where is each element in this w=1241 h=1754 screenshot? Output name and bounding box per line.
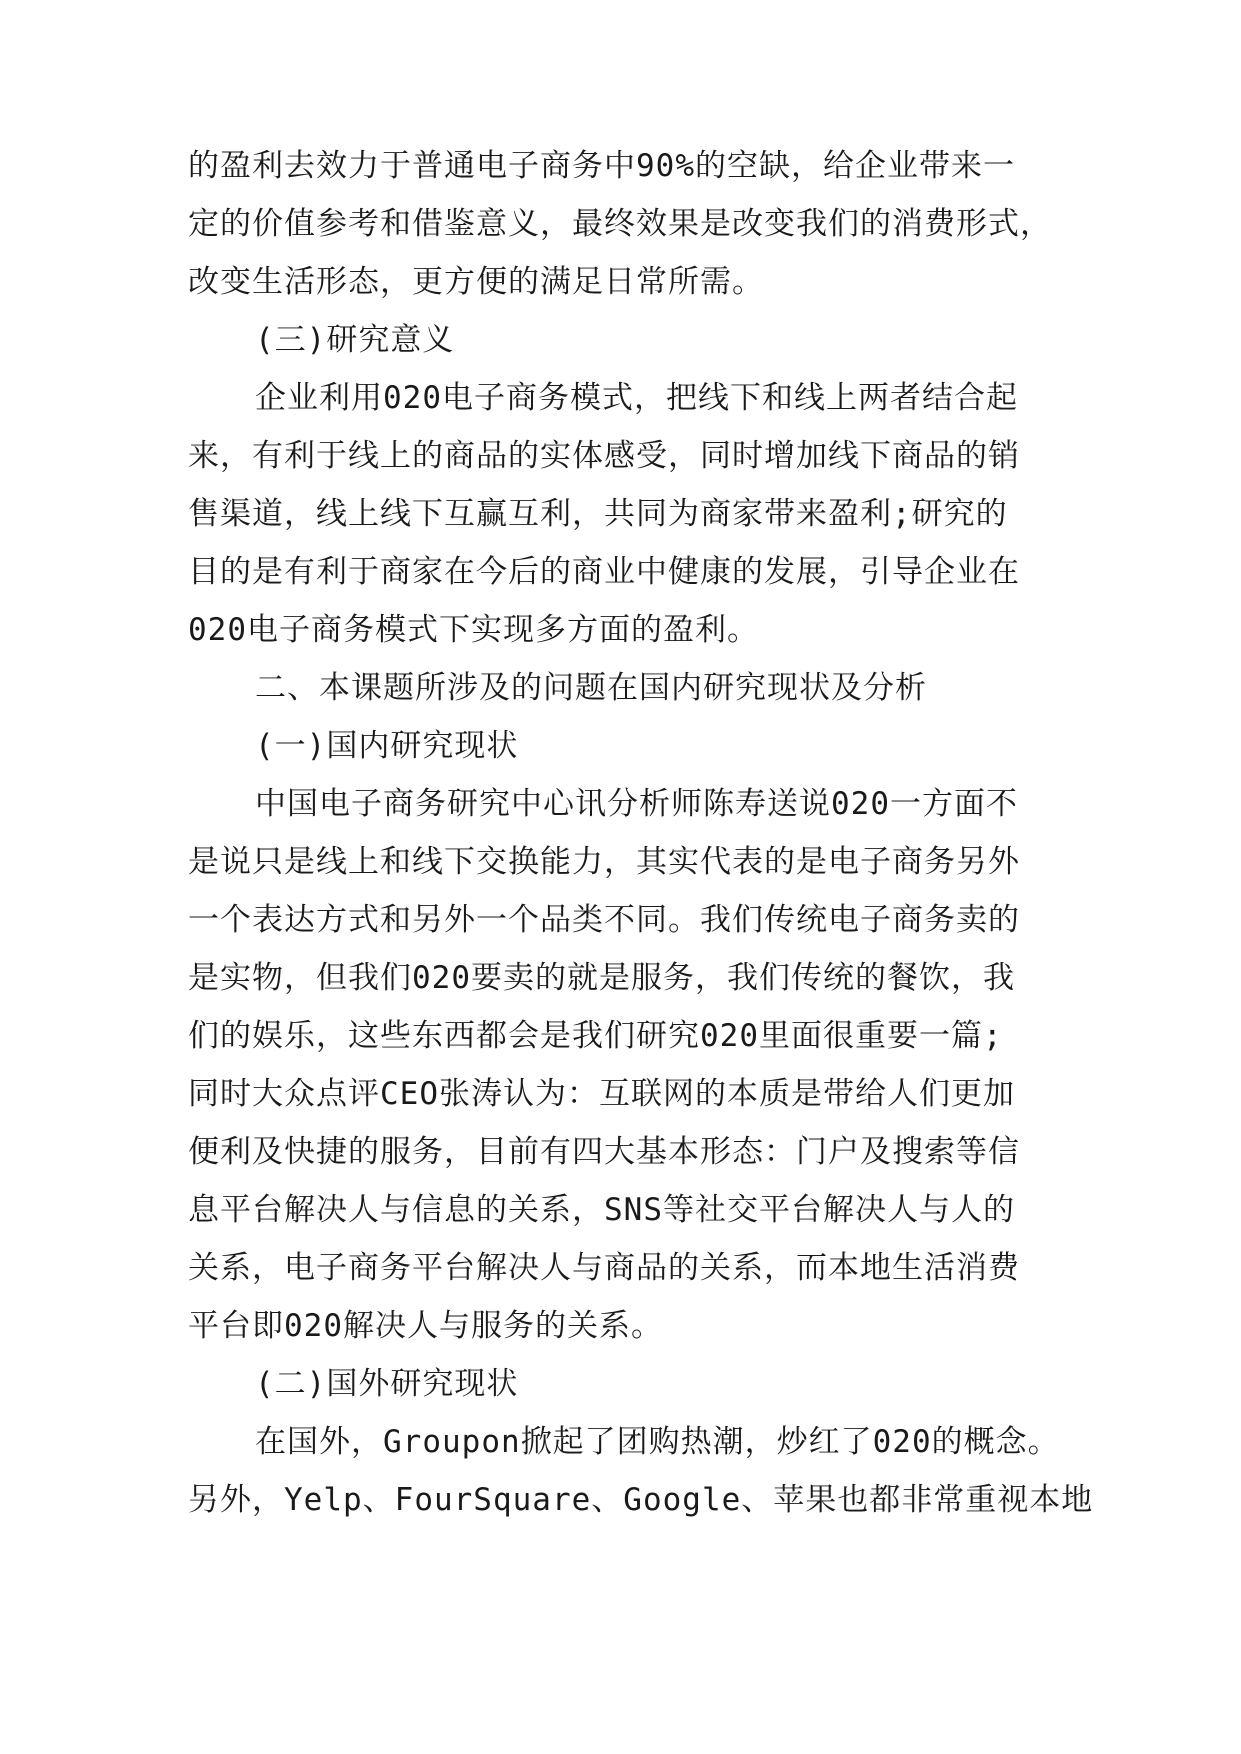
paragraph-line: 另外，Yelp、FourSquare、Google、苹果也都非常重视本地 bbox=[188, 1482, 1094, 1518]
paragraph-line: 是说只是线上和线下交换能力，其实代表的是电子商务另外 bbox=[188, 844, 1020, 880]
paragraph-line: 的盈利去效力于普通电子商务中90%的空缺，给企业带来一 bbox=[188, 148, 1015, 184]
paragraph-line: 020电子商务模式下实现多方面的盈利。 bbox=[188, 612, 759, 648]
paragraph-line: 平台即020解决人与服务的关系。 bbox=[188, 1308, 663, 1344]
paragraph-line: 定的价值参考和借鉴意义，最终效果是改变我们的消费形式， bbox=[188, 206, 1052, 242]
paragraph-line: 一个表达方式和另外一个品类不同。我们传统电子商务卖的 bbox=[188, 902, 1020, 938]
paragraph-line: 是实物，但我们020要卖的就是服务，我们传统的餐饮，我 bbox=[188, 960, 1015, 996]
paragraph-line: 同时大众点评CEO张涛认为：互联网的本质是带给人们更加 bbox=[188, 1076, 1015, 1112]
paragraph-line: 改变生活形态，更方便的满足日常所需。 bbox=[188, 264, 764, 300]
paragraph-line: 目的是有利于商家在今后的商业中健康的发展，引导企业在 bbox=[188, 554, 1020, 590]
paragraph-line: 息平台解决人与信息的关系，SNS等社交平台解决人与人的 bbox=[188, 1192, 1015, 1228]
paragraph-line: 企业利用020电子商务模式，把线下和线上两者结合起 bbox=[255, 380, 1018, 416]
paragraph-line: 中国电子商务研究中心讯分析师陈寿送说020一方面不 bbox=[255, 786, 1018, 822]
chapter-heading: 二、本课题所涉及的问题在国内研究现状及分析 bbox=[255, 670, 927, 706]
section-heading: (三)研究意义 bbox=[255, 322, 455, 358]
section-heading: (一)国内研究现状 bbox=[255, 728, 519, 764]
paragraph-line: 们的娱乐，这些东西都会是我们研究020里面很重要一篇; bbox=[188, 1018, 1003, 1054]
paragraph-line: 来，有利于线上的商品的实体感受，同时增加线下商品的销 bbox=[188, 438, 1020, 474]
paragraph-line: 关系，电子商务平台解决人与商品的关系，而本地生活消费 bbox=[188, 1250, 1020, 1286]
paragraph-line: 在国外，Groupon掀起了团购热潮，炒红了020的概念。 bbox=[255, 1424, 1060, 1460]
section-heading: (二)国外研究现状 bbox=[255, 1366, 519, 1402]
paragraph-line: 便利及快捷的服务，目前有四大基本形态：门户及搜索等信 bbox=[188, 1134, 1020, 1170]
paragraph-line: 售渠道，线上线下互赢互利，共同为商家带来盈利;研究的 bbox=[188, 496, 1008, 532]
